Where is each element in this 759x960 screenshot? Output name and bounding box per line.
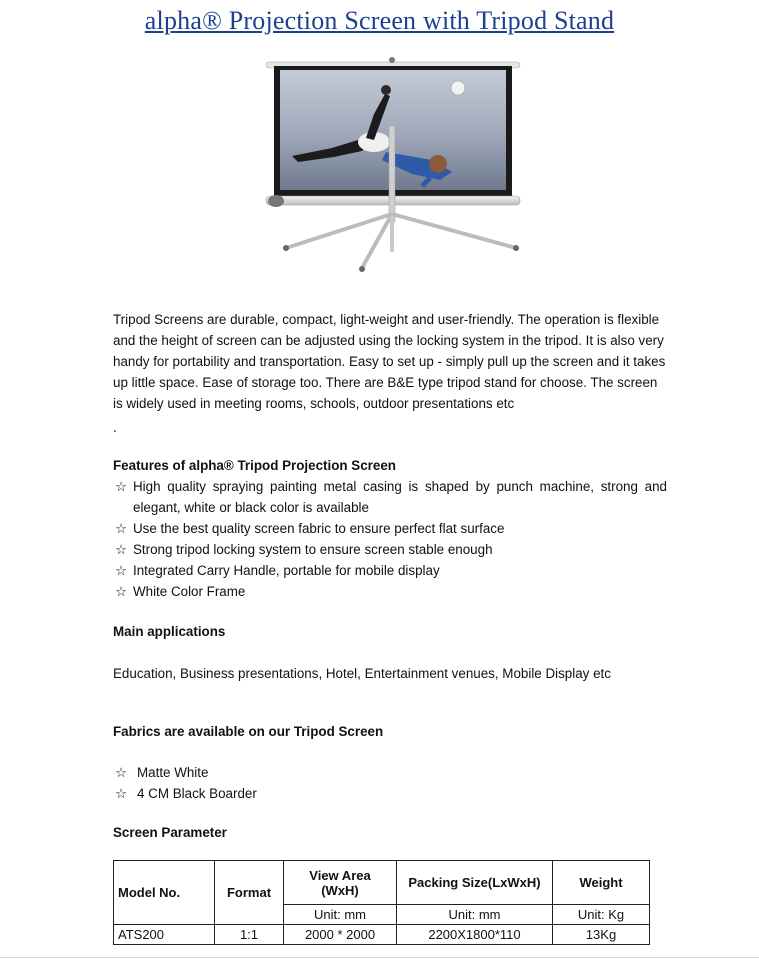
applications-text: Education, Business presentations, Hotel, Entertainment venues, Mobile Display etc: [113, 666, 611, 681]
table-header-row: [114, 861, 650, 905]
feature-item: ☆ White Color Frame: [113, 581, 667, 602]
features-list: [113, 476, 667, 602]
product-image: [262, 56, 524, 278]
star-icon: ☆: [115, 479, 128, 494]
fabrics-heading: Fabrics are available on our Tripod Screen: [113, 724, 384, 739]
cell-format: 1:1: [215, 925, 284, 945]
fabric-item: ☆ Matte White: [113, 762, 667, 783]
unit-weight: Unit: Kg: [553, 905, 650, 925]
fabrics-list: [113, 762, 667, 804]
cell-model: ATS200: [114, 925, 215, 945]
star-icon: ☆: [115, 542, 128, 557]
header-weight: Weight: [553, 861, 650, 905]
star-icon: ☆: [115, 786, 128, 801]
cell-weight: 13Kg: [553, 925, 650, 945]
feature-item: ☆ Integrated Carry Handle, portable for mobile display: [113, 560, 667, 581]
header-model: Model No.: [114, 861, 215, 925]
page-title: alpha® Projection Screen with Tripod Stand: [144, 6, 615, 35]
bottom-divider: [0, 957, 759, 958]
star-icon: ☆: [115, 584, 128, 599]
header-format: Format: [215, 861, 284, 925]
table-row: [114, 925, 650, 945]
parameters-heading: Screen Parameter: [113, 825, 227, 840]
header-view-area: View Area (WxH): [284, 861, 397, 905]
feature-item: ☆ High quality spraying painting metal casing is shaped by punch machine, strong and elegant, white or black color is available: [113, 476, 667, 518]
fabric-item: ☆ 4 CM Black Boarder: [113, 783, 667, 804]
feature-item: ☆ Use the best quality screen fabric to ensure perfect flat surface: [113, 518, 667, 539]
features-heading: Features of alpha® Tripod Projection Screen: [113, 458, 396, 473]
cell-view-area: 2000 * 2000: [284, 925, 397, 945]
applications-heading: Main applications: [113, 624, 226, 639]
description-text: Tripod Screens are durable, compact, light-weight and user-friendly. The operation is flexible and the height of screen can be adjusted using the locking system in the tripod. It is also very handy for portability and transportation. Easy to set up - simply pull up the screen and it takes up little space. Ease of storage too. There are B&E type tripod stand for choose. The screen is widely used in meeting rooms, schools, outdoor presentations etc: [113, 312, 666, 411]
cell-packing: 2200X1800*110: [397, 925, 553, 945]
star-icon: ☆: [115, 563, 128, 578]
feature-item: ☆ Strong tripod locking system to ensure screen stable enough: [113, 539, 667, 560]
unit-view-area: Unit: mm: [284, 905, 397, 925]
stray-dot: .: [113, 420, 117, 435]
header-packing: Packing Size(LxWxH): [397, 861, 553, 905]
unit-packing: Unit: mm: [397, 905, 553, 925]
star-icon: ☆: [115, 765, 128, 780]
star-icon: ☆: [115, 521, 128, 536]
parameters-table: [113, 860, 650, 945]
